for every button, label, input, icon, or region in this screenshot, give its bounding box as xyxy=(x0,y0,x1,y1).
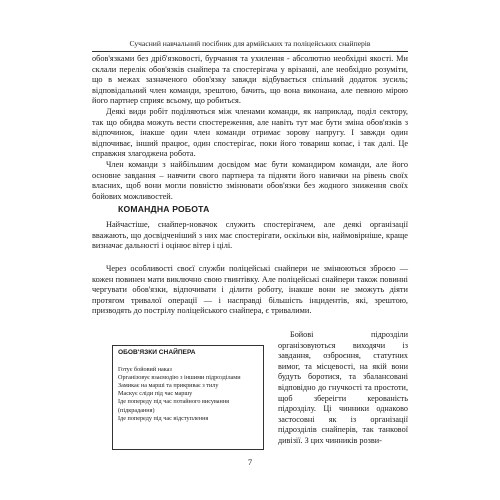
body-section-team-work xyxy=(92,220,408,252)
paragraph: обов'язками без дріб'язковості, бурчання та ухилення - абсолютно необхідні якості. Ми склали перелік обов'язків снайпера та спостерігача у врізанні, але необхідно розуміти, що в межах зазначеного обов'язку завжди відбувається спільний додаток зусиль; відповідальний член команди, зрештою, бачить, що вона виконана, але певною мірою його партнер сприяє всьому, що робиться. xyxy=(92,54,408,106)
page-number: 7 xyxy=(247,457,253,467)
sidebar-box-title: ОБОВ'ЯЗКИ СНАЙПЕРА xyxy=(118,349,196,356)
sidebar-box-item: Ідe попереду під час відступлення xyxy=(118,414,209,422)
paragraph: Член команди з найбільшим досвідом має бути командиром команди, але його основне завдання – навчити свого партнера та підняти його навички на рівень своїх власних, щоб вони могли повністю змінювати обов'язки без жодного зниження своїх бойових можливостей. xyxy=(92,159,408,201)
sidebar-box-item: Замикає на марші та прикриває з тилу xyxy=(118,382,219,390)
running-header: Сучасний навчальний посібник для армійських та поліцейських снайперів xyxy=(92,38,408,52)
right-column-text xyxy=(278,330,408,447)
body-section-teamwork-duties xyxy=(92,54,408,202)
body-section-police-snipers xyxy=(92,264,408,317)
sniper-duties-sidebar-box xyxy=(112,345,264,450)
section-heading: КОМАНДНА РОБОТА xyxy=(118,204,210,214)
sidebar-box-item: Маскує сліди під час маршу xyxy=(118,390,193,398)
paragraph: Деякі види робіт поділяються між членами команди, як наприклад, поділ сектору, так що обидва можуть вести спостереження, але навіть тут має бути зміна обов'язків з відпочинок, інакше один член команди отримає зорову напругу. І завжди один відпочиває, інший працює, один спостерігає, поки його товариш копає, і так далі. Це справжня злагоджена робота. xyxy=(92,106,408,159)
paragraph: Через особливості своєї служби поліцейські снайпери не змінюються зброєю — кожен повинен мати виключно свою гвинтівку. Але поліцейські снайпери також повинні чергувати обов'язки, відпочивати і ділити роботу, інакше вони не зможуть діяти протягом тривалої операції — і насправді більшість інцидентів, які, зрештою, призводять до пострілу поліцейського снайпера, є тривалими. xyxy=(92,264,408,316)
paragraph: Бойові підрозділи організовуються виходячи із завдання, озброєння, статутних вимог, та місцевості, на якій вони будуть боротися, та збалансовані відповідно до гнучкості та простоти, щоб збереігти керованість підрозділу. Ці чинники однаково застосовні як із організації підрозділів снайперів, так танкової дивізії. З цих чинників розви- xyxy=(278,330,408,445)
sidebar-box-item: Ідe попереду під час потайного висування (підкрадання) xyxy=(118,398,230,414)
sidebar-box-item: Організовує взаємодію з іншими підрозділами xyxy=(118,374,241,382)
sidebar-box-item: Готує бойовий наказ xyxy=(118,366,172,374)
paragraph: Найчастіше, снайпер-новачок служить спостерігачем, але деякі організації вважають, що досвідченіший з них має спостерігати, оскільки він, наймовірніше, краще визначає дальності і оцінює вітер і цілі. xyxy=(92,220,408,251)
